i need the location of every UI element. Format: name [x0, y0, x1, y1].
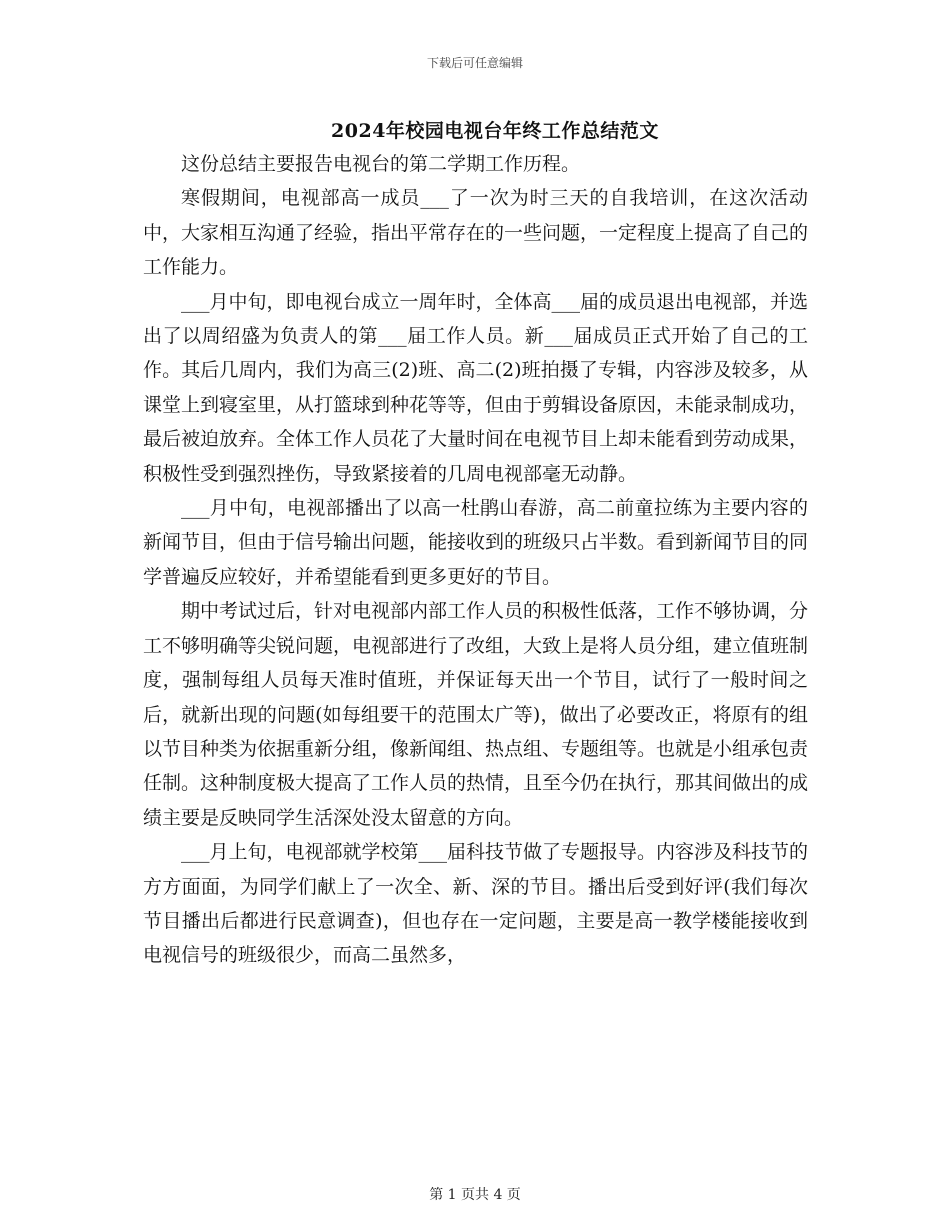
page-header-note: 下载后可任意编辑: [426, 56, 523, 70]
paragraph-3: ___月中旬，即电视台成立一周年时，全体高___届的成员退出电视部，并选出了以周绍盛为负责人的第___届工作人员。新___届成员正式开始了自己的工作。其后几周内，我们为高三(2)班、高二(2)班拍摄了专辑，内容涉及较多，从课堂上到寝室里，从打篮球到种花等等，但由于剪辑设备原因，未能录制成功，最后被迫放弃。全体工作人员花了大量时间在电视节目上却未能看到劳动成果，积极性受到强烈挫伤，导致紧接着的几周电视部毫无动静。: [143, 290, 809, 485]
document-body: [143, 147, 808, 973]
paragraph-5: 期中考试过后，针对电视部内部工作人员的积极性低落，工作不够协调，分工不够明确等尖锐问题，电视部进行了改组，大致上是将人员分组，建立值班制度，强制每组人员每天准时值班，并保证每天出一个节目，试行了一般时间之后，就新出现的问题(如每组要干的范围太广等)，做出了必要改正，将原有的组以节目种类为依据重新分组，像新闻组、热点组、专题组等。也就是小组承包责任制。这种制度极大提高了工作人员的热情，且至今仍在执行，那其间做出的成绩主要是反映同学生活深处没太留意的方向。: [143, 600, 809, 829]
document-title: 2024年校园电视台年终工作总结范文: [331, 120, 659, 142]
paragraph-4: ___月中旬，电视部播出了以高一杜鹃山春游，高二前童拉练为主要内容的新闻节目，但由于信号输出问题，能接收到的班级只占半数。看到新闻节目的同学普遍反应较好，并希望能看到更多更好的节目。: [143, 497, 809, 588]
paragraph-2: 寒假期间，电视部高一成员___了一次为时三天的自我培训，在这次活动中，大家相互沟通了经验，指出平常存在的一些问题，一定程度上提高了自己的工作能力。: [143, 187, 809, 279]
paragraph-1: 这份总结主要报告电视台的第二学期工作历程。: [181, 153, 581, 175]
page-number-footer: 第 1 页共 4 页: [429, 1187, 521, 1203]
paragraph-6: ___月上旬，电视部就学校第___届科技节做了专题报导。内容涉及科技节的方方面面，为同学们献上了一次全、新、深的节目。播出后受到好评(我们每次节目播出后都进行民意调查)，但也存在一定问题，主要是高一教学楼能接收到电视信号的班级很少，而高二虽然多，: [143, 841, 809, 967]
